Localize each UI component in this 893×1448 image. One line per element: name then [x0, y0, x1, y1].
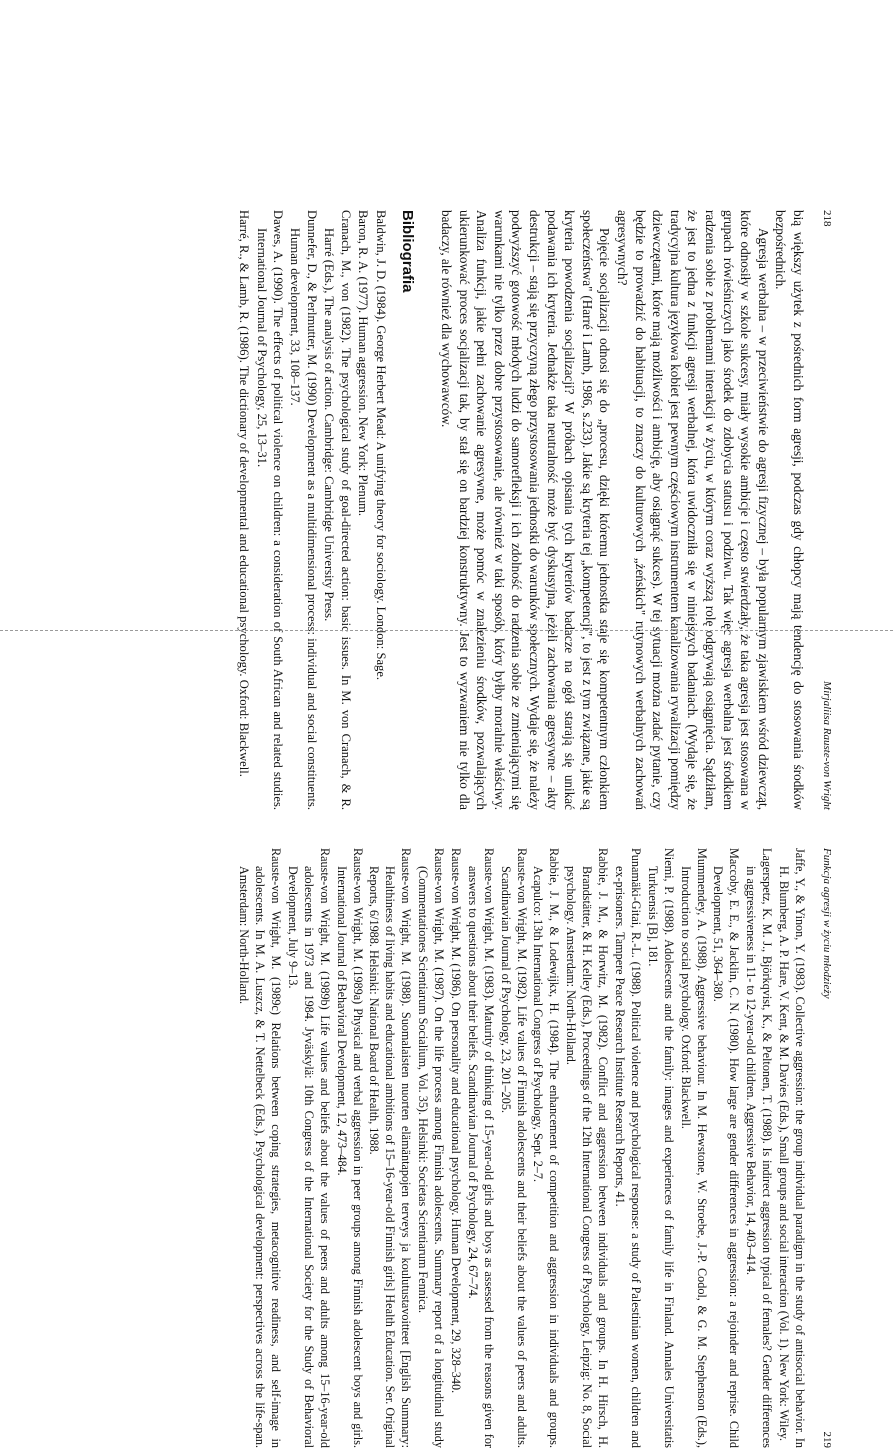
- page-218: [33, 210, 833, 810]
- running-head: [821, 210, 833, 810]
- reference-item: Baldwin, J. D. (1984). George Herbert Mead: A unifying theory for sociology. London: Sage.: [372, 210, 388, 810]
- reference-item: Punamäki-Gitai, R.-L. (1988). Political violence and psychological response: a study of Palestinian women, children and ex-prisoners. Tampere Peace Research Institute Research Reports, 41.: [611, 848, 643, 1448]
- page-number: 218: [821, 210, 833, 227]
- reference-item: Rauste-von Wright, M. (1986). On personality and educational psychology. Human Development, 29, 328–340.: [447, 848, 463, 1448]
- reference-item: Rabbie, J. M., & Horwitz, M. (1982). Conflict and aggression between individuals and groups. In H. Hirsch, H. Brandstätter, & H. Kelley (Eds.), Proceedings of the 12th International Congress of Psychology, Leipzig: No. 8, Social psychology. Amsterdam: North-Holland.: [562, 848, 610, 1448]
- paragraph: bią większy użytek z pośrednich form agresji, podczas gdy chłopcy mają tendencję do stosowania środków bezpośrednich.: [772, 210, 807, 810]
- reference-item: Rauste-von Wright, M. (1989c) Relations between coping strategies, metacognitive readiness, and self-image in adolescents. In M. A. Luszcz, & T. Nettelbeck (Eds.), Psychological development: perspectives across the life-span. Amsterdam: North-Holland.: [235, 848, 283, 1448]
- reference-item: Maccoby, E. E., & Jacklin, C. N. (1980). How large are gender differences in aggression: a rejoinder and reprise. Child Development, 51, 364–380.: [710, 848, 742, 1448]
- reference-item: Lagerspetz, K. M. J., Björkqvist, K., & Peltonen, T. (1988). Is indirect aggression typical of females? Gender differences in aggressiveness in 11- to 12-year-old children. Aggressive Behavior, 14, 403–414.: [742, 848, 774, 1448]
- page-219: [33, 848, 833, 1448]
- reference-item: Rauste-von Wright, M. (1987). On the life process among Finnish adolescents. Summary report of a longitudinal study (Commentationes Scientiarum Socialium, Vol. 35). Helsinki: Societas Scientiarum Fennica.: [414, 848, 446, 1448]
- reference-item: Cranach, M., von (1982). The psychological study of goal-directed action: basic issues. In M. von Cranach, & R. Harré (Eds.), The analysis of action. Cambridge: Cambridge University Press.: [321, 210, 354, 810]
- reference-list: [235, 848, 807, 1448]
- page-divider: [0, 630, 893, 631]
- body-text: [438, 210, 807, 810]
- reference-item: Mummendey, A. (1988). Aggressive behaviour. In M. Hewstone, W. Stroebe, J.-P. Codol, & G. M. Stephenson (Eds.), Introduction to social psychology. Oxford: Blackwell.: [677, 848, 709, 1448]
- reference-item: Rauste-von Wright, M. (1982). Life values of Finnish adolescents and their beliefs about the values of peers and adults. Scandinavian Journal of Psychology, 23, 201–205.: [497, 848, 529, 1448]
- reference-item: Rabbie, J. M., & Lodewijkx, H. (1984). The enhancement of competition and aggression in individuals and groups. Acapulco: 13th International Congress of Psychology, Sept. 2–7.: [530, 848, 562, 1448]
- section-heading: Bibliografia: [399, 210, 416, 810]
- running-title: Mirjaliisa Rauste-von Wright: [821, 681, 833, 810]
- reference-list: [236, 210, 389, 810]
- page-number: 219: [821, 1432, 833, 1448]
- paragraph: Agresja werbalna – w przeciwieństwie do agresji fizycznej – była popularnym zjawiskiem wśród dziewcząt, które odnosiły w szkole sukcesy, miały wysokie ambicje i często stwierdzały, że taka agresja jest stosowana w grupach rówieśniczych jako środek do zdobycia statusu i podziwu. Tak więc agresja werbalna jest środkiem radzenia sobie z problemami interakcji w życiu, w którym coraz wyższą rolę odgrywają osiągnięcia. Sądziłam, że jest to jedna z funkcji agresji werbalnej, która uwidoczniła się w niniejszych badaniach. (Wydaje się, że tradycyjna kultura językowa kobiet jest pewnym częściowym instrumentem kanalizowania rywalizacji pomiędzy dziewczętami, które mają możliwości i ambicję, aby osiągnąć sukces). W tej sytuacji można zadać pytanie, czy będzie to prowadzić do habituacji, to znaczy do kulturowych „żeńskich" rutynowych werbalnych zachowań agresywnych?: [613, 210, 771, 810]
- reference-item: Niemi, P. (1988). Adolescents and the family: images and experiences of family life in Finland. Annales Universitatis Turkuensis [B], 181.: [644, 848, 676, 1448]
- reference-item: Dawes, A. (1990). The effects of political violence on children: a consideration of South African and related studies. International Journal of Psychology, 25, 13–31.: [253, 210, 286, 810]
- reference-item: Rauste-von Wright, M. (1989a) Physical and verbal aggression in peer groups among Finnish adolescent boys and girls. International Journal of Behavioral Development, 12, 473–484.: [333, 848, 365, 1448]
- reference-item: Jaffe, Y., & Yinon, Y. (1983). Collective aggression: the group individual paradigm in the study of antisocial behavior. In H. Blumberg, A. P. Hare, V. Kent, & M. Davies (Eds.), Small groups and social interaction (Vol. 1). New York: Wiley.: [775, 848, 807, 1448]
- running-title: Funkcja agresji w życiu młodzieży: [821, 848, 833, 999]
- reference-item: Dunnefer, D., & Perlmutter, M. (1990) Development as a multidimensional process: individual and social constituents. Human development, 33, 108–137.: [287, 210, 320, 810]
- reference-item: Harré, R., & Lamb, R. (1986). The dictionary of developmental and educational psychology. Oxford: Blackwell.: [236, 210, 252, 810]
- reference-item: Rauste-von Wright, M. (1988). Suomalaisten nuorten elämäntapojen terveys ja koulutustavoitteet [English Summary: Healthiness of living habits and educational ambitions of 15–16-year-old Finnish girls] Health Education. Ser. Original Reports, 6/1988. Helsinki: National Board of Health, 1988.: [366, 848, 414, 1448]
- reference-item: Rauste-von Wright, M. (1983). Maturity of thinking of 15-year-old girls and boys as assessed from the reasons given for answers to questions about their beliefs. Scandinavian Journal of Psychology, 24, 67–74.: [464, 848, 496, 1448]
- reference-item: Baron, R. A. (1977). Human aggression. New York: Plenum.: [355, 210, 371, 810]
- paragraph: Pojęcie socjalizacji odnosi się do „procesu, dzięki któremu jednostka staje się kompetentnym członkiem społeczeństwa" (Harré i Lamb, 1986, s.233). Jakie są kryteria tej „kompetencji", to jest z tym związane, jakie są kryteria powodzenia socjalizacji? W próbach opisania tych kryteriów badacze na ogół starają się unikać podawania ich kryteria. Jednakże taka neutralność może być dyskusyjna, jeżeli zachowania agresywne – akty destrukcji – stają się przyczyną złego przystosowania jednostki do warunków społecznych. Wydaje się, że należy podwyższyć gotowość młodych ludzi do samorefleksji i ich zdolność do radzenia sobie ze zmieniającymi się warunkami nie tylko przez dobre przystosowanie, ale również w taki sposób, który byłby moralnie właściwy. Analiza funkcji, jakie pełni zachowanie agresywne, może pomóc w znalezieniu środków, pozwalających ukierunkować proces socjalizacji tak, by stał się on bardziej konstruktywny. Jest to wyzwaniem nie tylko dla badaczy, ale również dla wychowawców.: [438, 210, 614, 810]
- reference-item: Rauste-von Wright, M. (1989b) Life values and beliefs about the values of peers and adults among 15–16-year-old adolescents in 1973 and 1984. Jyväskylä: 10th Congress of the International Society for the Study of Behavioral Development, July 9–13.: [284, 848, 332, 1448]
- running-head: [821, 848, 833, 1448]
